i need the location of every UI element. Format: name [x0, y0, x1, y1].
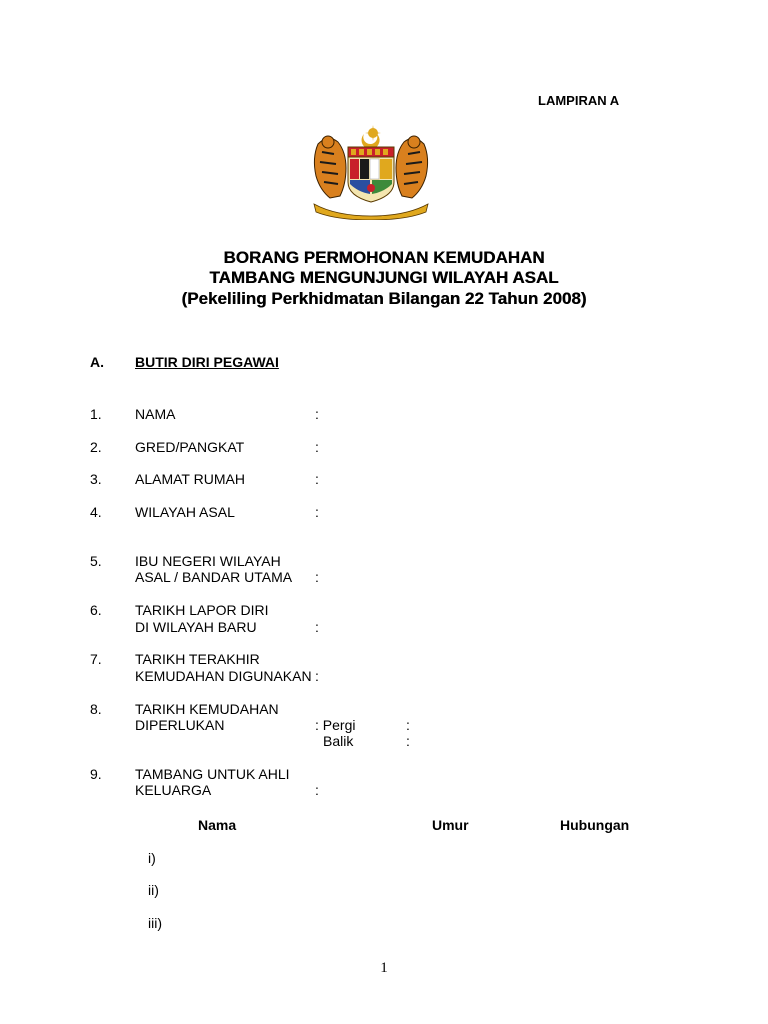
item-number: 7. [90, 651, 102, 667]
item-label-nama: NAMA [135, 406, 176, 422]
item-label-tambang-1: TAMBANG UNTUK AHLI [135, 766, 290, 782]
item-label-terakhir-1: TARIKH TERAKHIR [135, 651, 260, 667]
item-colon: : [315, 471, 319, 487]
item-number: 8. [90, 701, 102, 717]
item-number: 2. [90, 439, 102, 455]
item-label-alamat: ALAMAT RUMAH [135, 471, 245, 487]
item-label-wilayah: WILAYAH ASAL [135, 504, 235, 520]
item-label-lapor-2: DI WILAYAH BARU [135, 619, 257, 635]
balik-label: Balik [323, 733, 354, 749]
form-title-line-3: (Pekeliling Perkhidmatan Bilangan 22 Tahun 2008) [181, 289, 587, 308]
item-colon: : [315, 782, 319, 798]
item-label-terakhir-2: KEMUDAHAN DIGUNAKAN [135, 668, 312, 684]
pergi-colon: : [406, 717, 410, 733]
page-number: 1 [380, 960, 388, 976]
list-item: ii) [148, 882, 159, 898]
item-number: 4. [90, 504, 102, 520]
item-number: 1. [90, 406, 102, 422]
item-colon: : [315, 668, 319, 684]
item-number: 3. [90, 471, 102, 487]
item-number: 6. [90, 602, 102, 618]
item-colon: : [315, 504, 319, 520]
item-number: 5. [90, 553, 102, 569]
list-item: i) [148, 850, 156, 866]
table-header-umur: Umur [432, 817, 469, 833]
pergi-label: : Pergi [315, 717, 356, 733]
item-label-tambang-2: KELUARGA [135, 782, 212, 798]
item-colon: : [315, 619, 319, 635]
malaysia-coat-of-arms-icon [306, 124, 436, 220]
lampiran-label: LAMPIRAN A [538, 93, 620, 108]
item-number: 9. [90, 766, 102, 782]
item-label-kemudahan-2: DIPERLUKAN [135, 717, 225, 733]
item-colon: : [315, 406, 319, 422]
motto-scroll [314, 204, 428, 220]
list-item: iii) [148, 915, 162, 931]
item-label-gred: GRED/PANGKAT [135, 439, 245, 455]
section-title: BUTIR DIRI PEGAWAI [135, 354, 279, 370]
item-label-ibu-negeri-1: IBU NEGERI WILAYAH [135, 553, 281, 569]
balik-colon: : [406, 733, 410, 749]
item-label-kemudahan-1: TARIKH KEMUDAHAN [135, 701, 279, 717]
item-label-ibu-negeri-2: ASAL / BANDAR UTAMA [135, 569, 293, 585]
item-colon: : [315, 569, 319, 585]
section-letter: A. [90, 354, 104, 370]
form-title-line-1: BORANG PERMOHONAN KEMUDAHAN [223, 248, 545, 267]
item-colon: : [315, 439, 319, 455]
table-header-nama: Nama [198, 817, 237, 833]
item-label-lapor-1: TARIKH LAPOR DIRI [135, 602, 269, 618]
table-header-hubungan: Hubungan [560, 817, 630, 833]
form-title-line-2: TAMBANG MENGUNJUNGI WILAYAH ASAL [209, 268, 559, 287]
